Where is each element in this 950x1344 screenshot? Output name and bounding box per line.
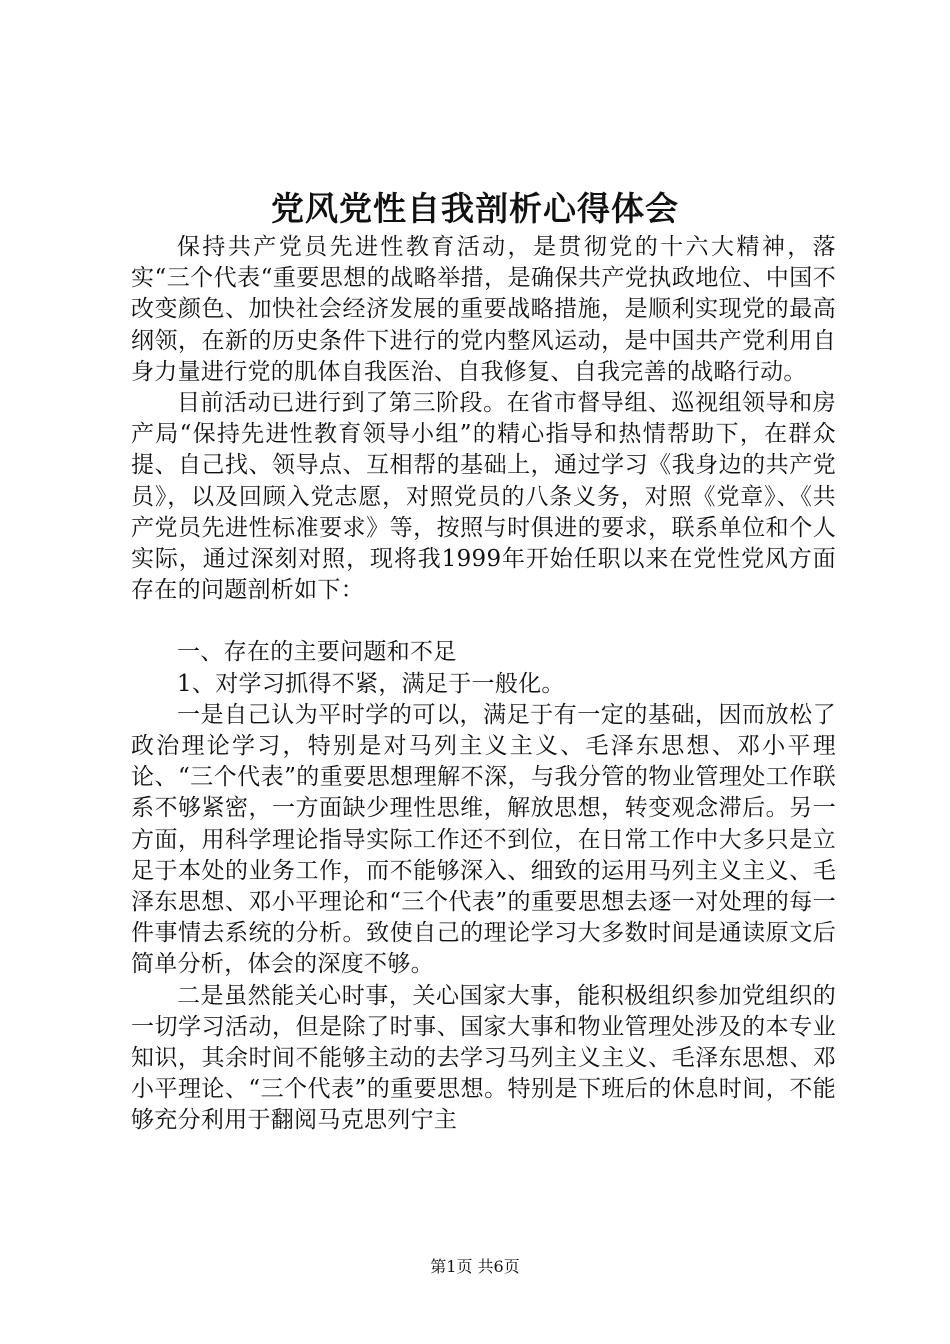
subsection-heading: 1、对学习抓得不紧，满足于一般化。 bbox=[177, 670, 565, 697]
page-footer: 第1页 共6页 bbox=[430, 1257, 520, 1276]
paragraph-point-one: 一是自己认为平时学的可以，满足于有一定的基础，因而放松了政治理论学习，特别是对马列主义主义、毛泽东思想、邓小平理论、“三个代表”的重要思想理解不深，与我分管的物业管理处工作联系不够紧密，一方面缺少理性思维，解放思想，转变观念滞后。另一方面，用科学理论指导实际工作还不到位，在日常工作中大多只是立足于本处的业务工作，而不能够深入、细致的运用马列主义主义、毛泽东思想、邓小平理论和“三个代表”的重要思想去逐一对处理的每一件事情去系统的分析。致使自己的理论学习大多数时间是通读原文后简单分析，体会的深度不够。 bbox=[131, 701, 836, 978]
paragraph-stage: 目前活动已进行到了第三阶段。在省市督导组、巡视组领导和房产局“保持先进性教育领导小组”的精心指导和热情帮助下，在群众提、自己找、领导点、互相帮的基础上，通过学习《我身边的共产党员》，以及回顾入党志愿，对照党员的八条义务，对照《党章》、《共产党员先进性标准要求》等，按照与时俱进的要求，联系单位和个人实际，通过深刻对照，现将我1999年开始任职以来在党性党风方面存在的问题剖析如下： bbox=[131, 390, 836, 604]
paragraph-spacer bbox=[131, 606, 836, 637]
paragraph-intro: 保持共产党员先进性教育活动，是贯彻党的十六大精神，落实“三个代表“重要思想的战略举措，是确保共产党执政地位、中国不改变颜色、加快社会经济发展的重要战略措施，是顺利实现党的最高纲领，在新的历史条件下进行的党内整风运动，是中国共产党利用自身力量进行党的肌体自我医治、自我修复、自我完善的战略行动。 bbox=[131, 234, 836, 385]
document-title: 党风党性自我剖析心得体会 bbox=[271, 189, 679, 228]
section-heading: 一、存在的主要问题和不足 bbox=[177, 639, 457, 666]
document-body bbox=[131, 232, 836, 1137]
paragraph-point-two: 二是虽然能关心时事，关心国家大事，能积极组织参加党组织的一切学习活动，但是除了时事、国家大事和物业管理处涉及的本专业知识，其余时间不能够主动的去学习马列主义主义、毛泽东思想、邓小平理论、“三个代表”的重要思想。特别是下班后的休息时间，不能够充分利用于翻阅马克思列宁主 bbox=[131, 982, 836, 1134]
